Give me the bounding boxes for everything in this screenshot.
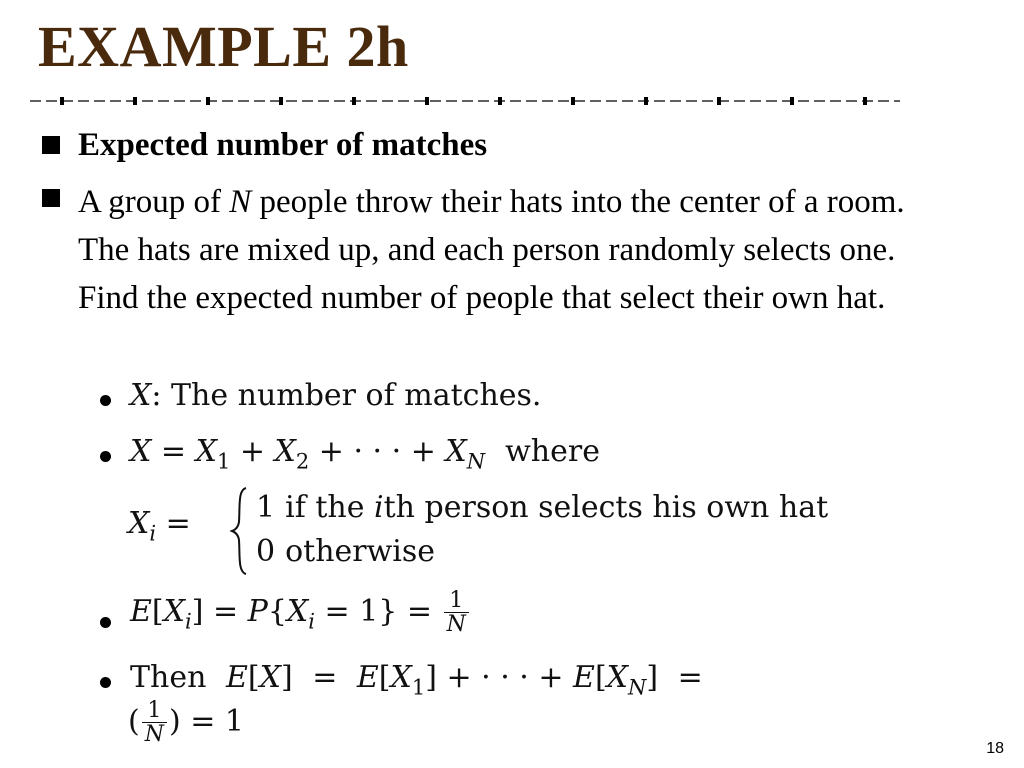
divider-marker bbox=[644, 97, 648, 105]
fraction-one-over-n: $\frac{1}{N}$ bbox=[444, 590, 469, 636]
sub-bullet-definition: X: The number of matches. bbox=[100, 378, 541, 413]
left-brace-icon bbox=[230, 486, 250, 576]
divider-marker bbox=[279, 97, 283, 105]
where-label: where bbox=[505, 434, 600, 469]
divider-marker bbox=[352, 97, 356, 105]
divider-marker bbox=[571, 97, 575, 105]
round-bullet-icon bbox=[100, 677, 111, 688]
bullet-problem bbox=[42, 178, 962, 322]
round-bullet-icon bbox=[100, 617, 111, 628]
divider-marker bbox=[206, 97, 210, 105]
fraction-one-over-n: $\frac{1}{N}$ bbox=[142, 700, 167, 746]
divider-marker bbox=[717, 97, 721, 105]
divider-marker bbox=[60, 97, 64, 105]
sub-bullet-expectation: $E[X_i] = P\{X_i = 1\}$ = $\frac{1}{N}$ bbox=[100, 590, 471, 636]
round-bullet-icon bbox=[100, 451, 111, 462]
divider-marker bbox=[790, 97, 794, 105]
divider-marker bbox=[498, 97, 502, 105]
page-number: 18 bbox=[986, 740, 1004, 757]
bullet-heading-text: Expected number of matches bbox=[78, 127, 488, 163]
square-bullet-icon bbox=[42, 189, 60, 207]
case-two: 0 otherwise bbox=[256, 534, 436, 569]
bullet-heading bbox=[42, 126, 487, 166]
square-bullet-icon bbox=[42, 136, 60, 154]
divider-marker bbox=[425, 97, 429, 105]
round-bullet-icon bbox=[100, 395, 111, 406]
divider-marker bbox=[863, 97, 867, 105]
case-one: 1 if the ith person selects his own hat bbox=[256, 490, 829, 525]
problem-text: A group of N people throw their hats into the center of a room. The hats are mixed up, and each person randomly selects one. Find the expected number of people that select their own hat. bbox=[78, 184, 905, 316]
divider-marker bbox=[133, 97, 137, 105]
conclusion-result: ( $\frac{1}{N}$ ) = 1 bbox=[128, 698, 244, 747]
sub-bullet-conclusion: Then $E[X] = E[X_1]$ + · · · + $E[X_N]$ = bbox=[100, 660, 703, 699]
title-divider bbox=[30, 94, 900, 108]
sub-bullet-sum: $X = X_1 + X_2$ + · · · + $X_N$ where bbox=[100, 434, 600, 473]
slide-title: EXAMPLE 2h bbox=[38, 14, 409, 79]
